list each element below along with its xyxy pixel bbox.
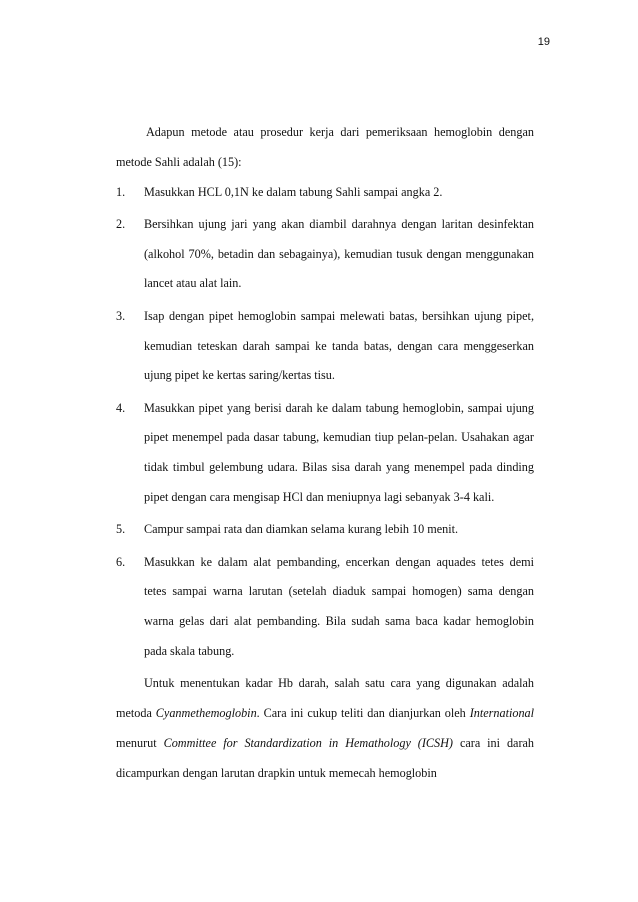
closing-paragraph <box>116 669 534 788</box>
closing-text-part2: . Cara ini cukup teliti dan dianjurkan oleh <box>256 706 466 721</box>
step-number: 1. <box>116 184 126 199</box>
step-text: Masukkan ke dalam alat pembanding, encerkan dengan aquades tetes demi tetes sampai warna larutan (setelah diaduk sampai homogen) sama dengan warna gelas dari alat pembanding. Bila sudah sama baca kadar hemoglobin pada skala tabung. <box>144 554 534 659</box>
step-text: Masukkan pipet yang berisi darah ke dalam tabung hemoglobin, sampai ujung pipet menempel pada dasar tabung, kemudian tiup pelan-pelan. Usahakan agar tidak timbul gelembung udara. Bilas sisa darah yang menempel pada dinding pipet dengan cara mengisap HCl dan meniupnya lagi sebanyak 3-4 kali. <box>144 400 534 505</box>
page-number: 19 <box>537 36 550 48</box>
step-number: 2. <box>116 216 126 231</box>
list-item <box>116 302 534 391</box>
list-item <box>116 178 534 208</box>
intro-paragraph: Adapun metode atau prosedur kerja dari pemeriksaan hemoglobin dengan metode Sahli adalah (15): <box>116 125 534 169</box>
list-item <box>116 210 534 299</box>
step-number: 5. <box>116 522 126 537</box>
step-text: Masukkan HCL 0,1N ke dalam tabung Sahli sampai angka 2. <box>144 184 443 199</box>
procedure-steps-list <box>116 178 534 667</box>
step-text: Bersihkan ujung jari yang akan diambil darahnya dengan laritan desinfektan (alkohol 70%, betadin dan sebagainya), kemudian tusuk dengan menggunakan lancet atau alat lain. <box>144 216 534 291</box>
step-number: 3. <box>116 308 126 323</box>
closing-text-part4: cara ini darah dicampurkan dengan larutan drapkin untuk memecah hemoglobin <box>116 735 535 780</box>
list-item <box>116 515 534 545</box>
closing-text-part3: menurut <box>116 735 157 750</box>
document-body <box>116 118 534 789</box>
closing-term-icsh: Committee for Standardization in Hemathology (ICSH) <box>163 735 453 750</box>
step-text: Isap dengan pipet hemoglobin sampai melewati batas, bersihkan ujung pipet, kemudian teteskan darah sampai ke tanda batas, dengan cara menggeserkan ujung pipet ke kertas saring/kertas tisu. <box>144 308 534 383</box>
step-number: 6. <box>116 554 126 569</box>
list-item <box>116 394 534 513</box>
closing-term-international: International <box>469 706 535 721</box>
closing-term-cyanmethemoglobin: Cyanmethemoglobin <box>155 706 257 721</box>
list-item <box>116 548 534 667</box>
closing-text-part1: Untuk menentukan kadar Hb darah, salah satu cara yang digunakan adalah metoda <box>116 676 534 721</box>
step-number: 4. <box>116 400 126 415</box>
step-text: Campur sampai rata dan diamkan selama kurang lebih 10 menit. <box>144 522 459 537</box>
